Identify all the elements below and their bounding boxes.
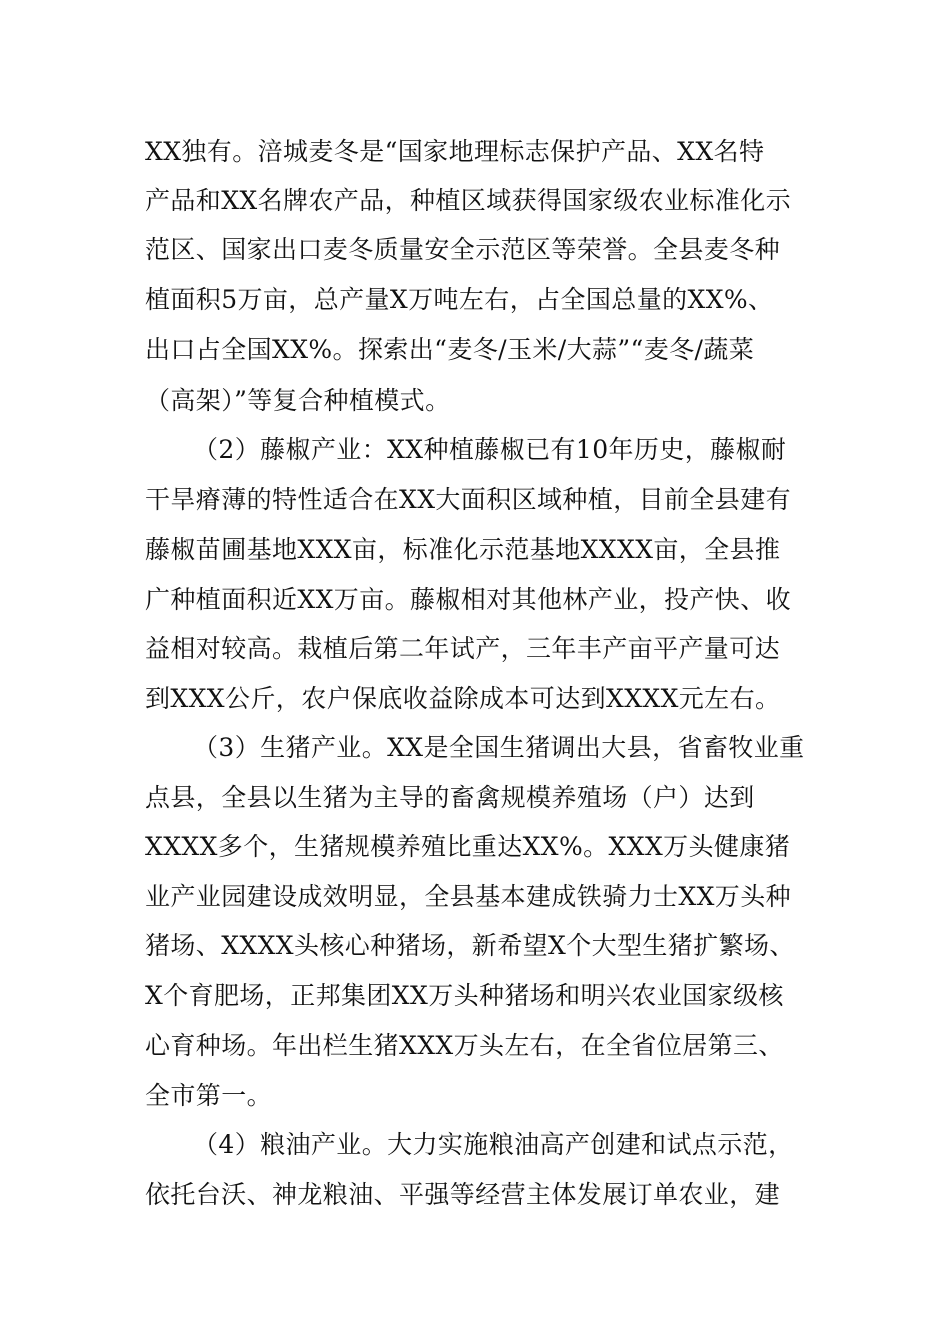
text-line: 产品和XX名牌农产品，种植区域获得国家级农业标准化示 [145, 186, 791, 215]
text-line: 业产业园建设成效明显，全县基本建成铁骑力士XX万头种 [145, 882, 791, 911]
paragraph-4-first-line: （4）粮油产业。大力实施粮油高产创建和试点示范， [193, 1130, 794, 1159]
text-line: 全市第一。 [145, 1081, 273, 1110]
text-line: 依托台沃、神龙粮油、平强等经营主体发展订单农业，建 [145, 1180, 781, 1209]
text-line: 点县，全县以生猪为主导的畜禽规模养殖场（户）达到 [145, 783, 755, 812]
text-line: 范区、国家出口麦冬质量安全示范区等荣誉。全县麦冬种 [145, 235, 781, 264]
text-line: XX独有。涪城麦冬是“国家地理标志保护产品、XX名特 [145, 137, 765, 166]
text-line: X个育肥场，正邦集团XX万头种猪场和明兴农业国家级核 [145, 981, 784, 1010]
paragraph-2-first-line: （2）藤椒产业：XX种植藤椒已有10年历史，藤椒耐 [193, 435, 787, 464]
text-line: 植面积5万亩，总产量X万吨左右，占全国总量的XX%、 [145, 285, 774, 314]
text-line: 心育种场。年出栏生猪XXX万头左右，在全省位居第三、 [145, 1031, 784, 1060]
text-line: 藤椒苗圃基地XXX亩，标准化示范基地XXXX亩，全县推 [145, 535, 781, 564]
text-line: 到XXX公斤，农户保底收益除成本可达到XXXX元左右。 [145, 684, 781, 713]
text-line: 出口占全国XX%。探索出“麦冬/玉米/大蒜”“麦冬/蔬菜 [145, 335, 755, 364]
text-line: 干旱瘠薄的特性适合在XX大面积区域种植，目前全县建有 [145, 485, 791, 514]
text-line: 益相对较高。栽植后第二年试产，三年丰产亩平产量可达 [145, 634, 781, 663]
text-line: 猪场、XXXX头核心种猪场，新希望X个大型生猪扩繁场、 [145, 931, 795, 960]
paragraph-3-first-line: （3）生猪产业。XX是全国生猪调出大县，省畜牧业重 [193, 733, 805, 762]
text-line: XXXX多个，生猪规模养殖比重达XX%。XXX万头健康猪 [145, 832, 791, 861]
text-line: （高架）”等复合种植模式。 [145, 386, 451, 415]
text-line: 广种植面积近XX万亩。藤椒相对其他林产业，投产快、收 [145, 585, 791, 614]
